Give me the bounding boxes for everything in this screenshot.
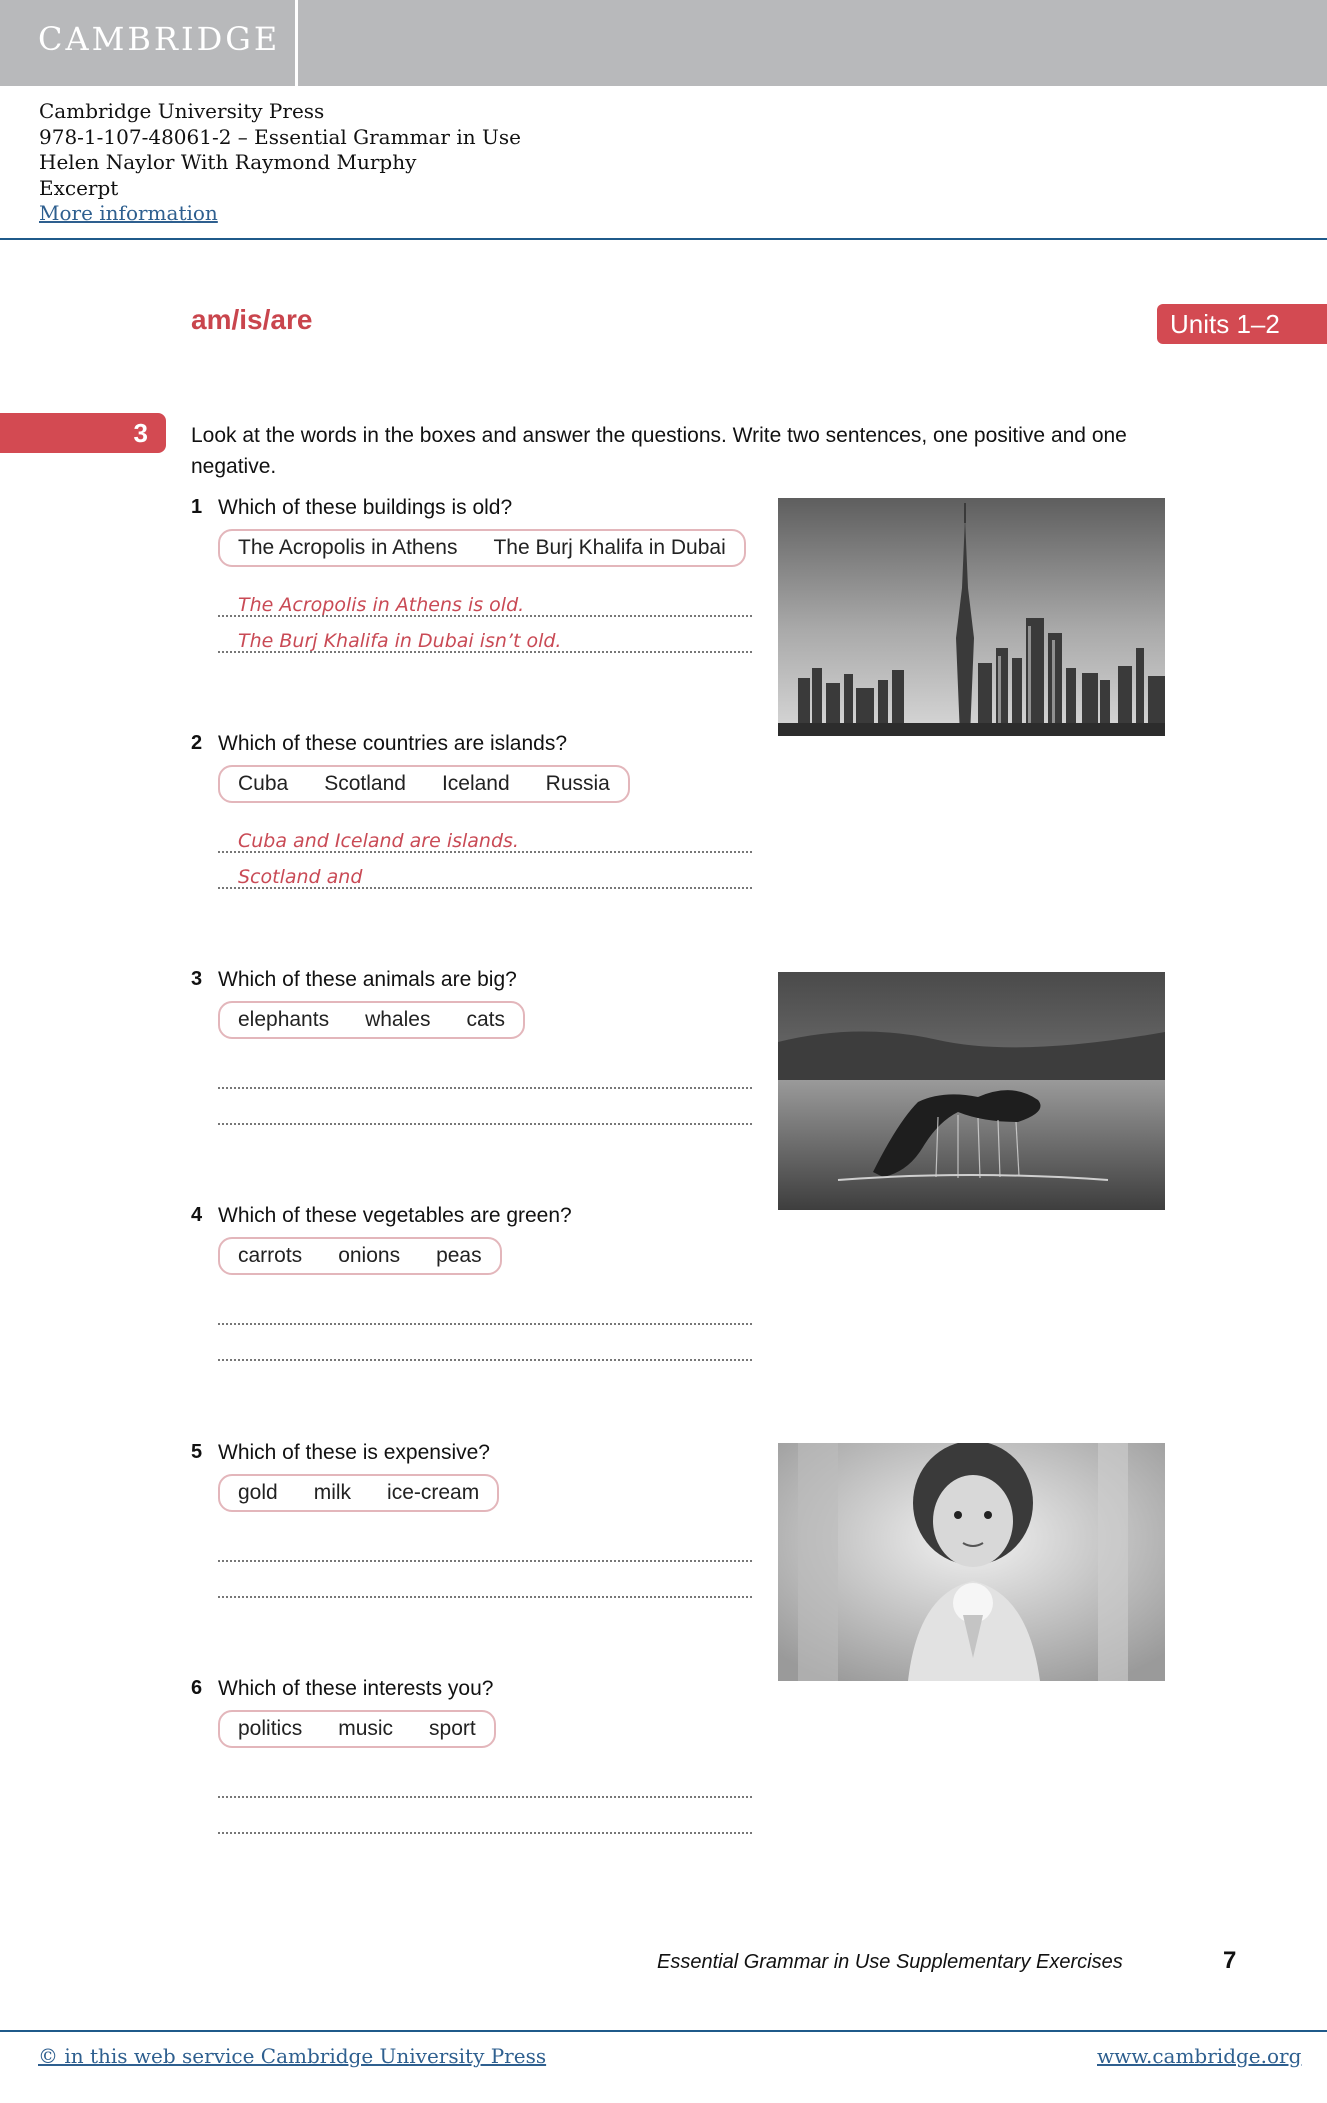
answer-text: Cuba and Iceland are islands. — [238, 830, 519, 852]
question-text: Which of these vegetables are green? — [218, 1204, 572, 1227]
word-option: onions — [338, 1244, 401, 1267]
word-option: Russia — [545, 772, 610, 795]
word-box — [218, 1474, 499, 1512]
authors: Helen Naylor With Raymond Murphy — [39, 150, 417, 174]
publisher-banner — [0, 0, 1327, 86]
answer-line-negative[interactable] — [218, 1798, 752, 1834]
word-option: Iceland — [441, 772, 510, 795]
word-option: Cuba — [238, 772, 289, 795]
word-option: music — [338, 1717, 394, 1740]
question-text: Which of these countries are islands? — [218, 732, 568, 755]
word-option: The Acropolis in Athens — [238, 536, 458, 559]
page-number: 7 — [1223, 1947, 1237, 1974]
word-option: gold — [238, 1481, 278, 1504]
copyright-link[interactable]: © in this web service Cambridge University Press — [38, 2044, 547, 2068]
answer-text: The Burj Khalifa in Dubai isn’t old. — [238, 630, 562, 652]
answer-line-negative[interactable] — [218, 617, 752, 653]
banner-divider — [295, 0, 298, 86]
word-option: peas — [436, 1244, 482, 1267]
footer-divider — [0, 2030, 1327, 2032]
word-option: The Burj Khalifa in Dubai — [493, 536, 726, 559]
word-option: politics — [238, 1717, 303, 1740]
word-box — [218, 1237, 502, 1275]
answer-line-positive[interactable] — [218, 817, 752, 853]
footer-book-title: Essential Grammar in Use Supplementary Exercises — [657, 1951, 1123, 1973]
answer-line-positive[interactable] — [218, 1289, 752, 1325]
excerpt-label: Excerpt — [39, 175, 119, 200]
question-text: Which of these is expensive? — [218, 1441, 490, 1464]
answer-line-positive[interactable] — [218, 1053, 752, 1089]
answer-line-positive[interactable] — [218, 1762, 752, 1798]
word-option: carrots — [238, 1244, 303, 1267]
whale-tail-photo — [778, 972, 1165, 1210]
answer-line-negative[interactable] — [218, 1089, 752, 1125]
question-number: 6 — [191, 1677, 203, 1699]
answer-text: Scotland and — [238, 866, 363, 888]
word-option: milk — [313, 1481, 352, 1504]
girl-with-ice-cream-photo — [778, 1443, 1165, 1681]
question-text: Which of these interests you? — [218, 1677, 494, 1700]
isbn-title: 978-1-107-48061-2 – Essential Grammar in Use — [39, 124, 521, 149]
answer-line-negative[interactable] — [218, 853, 752, 889]
dubai-skyline-photo — [778, 498, 1165, 736]
word-option: Scotland — [324, 772, 406, 795]
question-text: Which of these animals are big? — [218, 968, 517, 991]
question-number: 5 — [191, 1441, 203, 1463]
exercise-instructions: Look at the words in the boxes and answer the questions. Write two sentences, one positive and one negative. — [191, 424, 1127, 478]
more-information-link[interactable]: More information — [39, 201, 218, 225]
word-option: elephants — [238, 1008, 330, 1031]
answer-line-negative[interactable] — [218, 1562, 752, 1598]
word-option: cats — [466, 1008, 505, 1031]
word-box — [218, 1710, 496, 1748]
word-option: ice-cream — [387, 1481, 480, 1504]
question-number: 3 — [191, 968, 203, 990]
cambridge-logo: CAMBRIDGE — [38, 20, 281, 58]
word-option: sport — [429, 1717, 476, 1740]
publisher-name: Cambridge University Press — [39, 99, 325, 123]
header-divider — [0, 238, 1327, 240]
question-number: 2 — [191, 732, 203, 754]
question-number: 4 — [191, 1204, 203, 1226]
question-text: Which of these buildings is old? — [218, 496, 513, 519]
exercise-number-tab: 3 — [0, 413, 166, 453]
website-link[interactable]: www.cambridge.org — [1097, 2044, 1302, 2068]
word-option: whales — [365, 1008, 431, 1031]
word-box — [218, 765, 630, 803]
answer-line-positive[interactable] — [218, 581, 752, 617]
word-box — [218, 529, 746, 567]
word-box — [218, 1001, 525, 1039]
units-tab: Units 1–2 — [1157, 304, 1327, 344]
answer-line-negative[interactable] — [218, 1325, 752, 1361]
question-number: 1 — [191, 496, 203, 518]
unit-title: am/is/are — [191, 304, 313, 335]
answer-line-positive[interactable] — [218, 1526, 752, 1562]
answer-text: The Acropolis in Athens is old. — [238, 594, 525, 616]
book-metadata — [39, 99, 521, 227]
